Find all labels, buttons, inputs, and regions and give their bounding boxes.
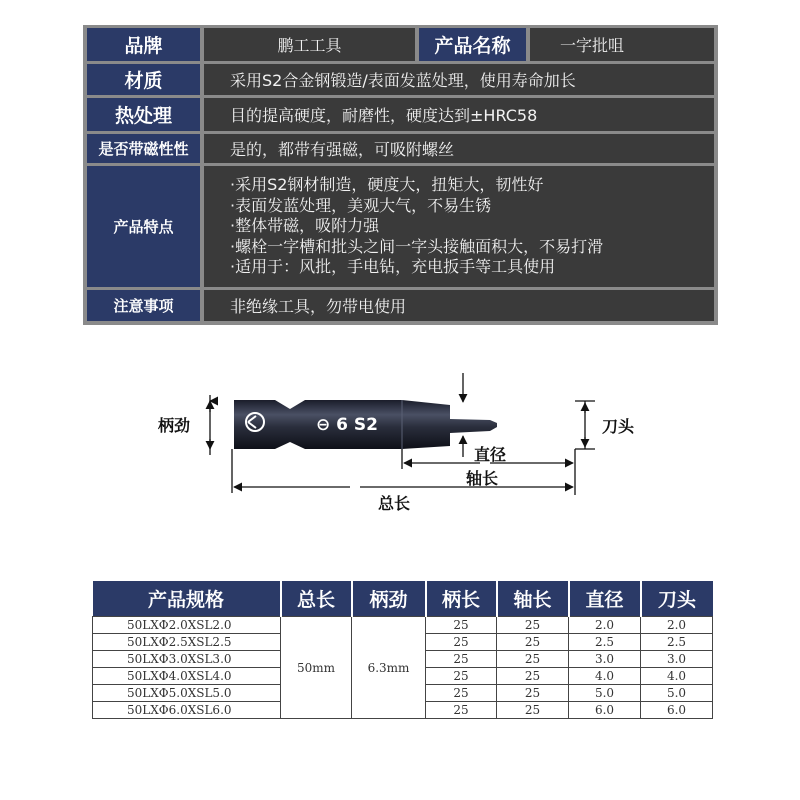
screwdriver-bit-image (234, 400, 497, 449)
heat-treatment-label: 热处理 (87, 98, 200, 131)
table-row (93, 617, 713, 634)
shank-length-cell: 25 (426, 617, 497, 634)
shank-length-cell: 25 (426, 685, 497, 702)
axis-length-cell: 25 (497, 702, 569, 719)
spec-header-axis-length: 轴长 (497, 581, 569, 617)
total-length-cell: 50mm (281, 617, 352, 719)
diameter-cell: 4.0 (569, 668, 641, 685)
spec-header-shank: 柄劲 (352, 581, 426, 617)
brand-label: 品牌 (87, 28, 200, 61)
shank-length-cell: 25 (426, 702, 497, 719)
material-label: 材质 (87, 64, 200, 95)
magnetic-label: 是否带磁性性 (87, 134, 200, 163)
spec-header-model: 产品规格 (93, 581, 281, 617)
shank-length-cell: 25 (426, 651, 497, 668)
tip-cell: 6.0 (641, 702, 713, 719)
spec-header-diameter: 直径 (569, 581, 641, 617)
model-cell: 50LXΦ4.0XSL4.0 (93, 668, 281, 685)
product-info-table (83, 25, 718, 325)
diameter-cell: 3.0 (569, 651, 641, 668)
tip-cell: 5.0 (641, 685, 713, 702)
feature-item: ·适用于：风批，手电钻，充电扳手等工具使用 (230, 257, 556, 277)
shank-length-cell: 25 (426, 668, 497, 685)
shank-label: 柄劲 (158, 416, 191, 435)
info-row-material (87, 64, 714, 95)
tip-cell: 4.0 (641, 668, 713, 685)
magnetic-value: 是的，都带有强磁，可吸附螺丝 (204, 134, 714, 163)
product-name-value: 一字批咀 (530, 28, 714, 61)
tip-cell: 2.0 (641, 617, 713, 634)
diameter-cell: 2.0 (569, 617, 641, 634)
model-cell: 50LXΦ5.0XSL5.0 (93, 685, 281, 702)
bit-dimension-diagram (150, 365, 650, 515)
spec-header-row (93, 581, 713, 617)
diameter-cell: 6.0 (569, 702, 641, 719)
tip-cell: 2.5 (641, 634, 713, 651)
model-cell: 50LXΦ2.5XSL2.5 (93, 634, 281, 651)
diameter-cell: 2.5 (569, 634, 641, 651)
axis-length-cell: 25 (497, 668, 569, 685)
diameter-cell: 5.0 (569, 685, 641, 702)
feature-item: ·采用S2钢材制造，硬度大，扭矩大，韧性好 (230, 175, 544, 195)
feature-item: ·整体带磁，吸附力强 (230, 216, 380, 236)
product-name-label: 产品名称 (419, 28, 526, 61)
info-row-features (87, 166, 714, 287)
axis-length-label: 轴长 (466, 469, 499, 488)
material-value: 采用S2合金钢锻造/表面发蓝处理，使用寿命加长 (204, 64, 714, 95)
axis-length-cell: 25 (497, 634, 569, 651)
shank-length-cell: 25 (426, 634, 497, 651)
total-length-label: 总长 (378, 494, 411, 513)
info-row-magnetic (87, 134, 714, 163)
feature-item: ·表面发蓝处理，美观大气，不易生锈 (230, 195, 492, 215)
tip-cell: 3.0 (641, 651, 713, 668)
bit-marking: ⊖ 6 S2 (316, 415, 378, 435)
info-row-brand (87, 28, 714, 61)
axis-length-cell: 25 (497, 685, 569, 702)
heat-treatment-value: 目的提高硬度，耐磨性，硬度达到±HRC58 (204, 98, 714, 131)
notes-value: 非绝缘工具，勿带电使用 (204, 290, 714, 321)
tip-label: 刀头 (602, 417, 635, 436)
features-label: 产品特点 (87, 166, 200, 287)
spec-header-total-length: 总长 (281, 581, 352, 617)
info-row-notes (87, 290, 714, 321)
spec-header-tip: 刀头 (641, 581, 713, 617)
shank-cell: 6.3mm (352, 617, 426, 719)
feature-item: ·螺栓一字槽和批头之间一字头接触面积大，不易打滑 (230, 236, 604, 256)
info-row-heat-treatment (87, 98, 714, 131)
brand-value: 鹏工工具 (204, 28, 415, 61)
model-cell: 50LXΦ2.0XSL2.0 (93, 617, 281, 634)
axis-length-cell: 25 (497, 651, 569, 668)
features-list (204, 166, 714, 287)
tip-dimension (575, 401, 595, 449)
notes-label: 注意事项 (87, 290, 200, 321)
spec-table (92, 581, 713, 719)
spec-header-shank-length: 柄长 (426, 581, 497, 617)
model-cell: 50LXΦ3.0XSL3.0 (93, 651, 281, 668)
diameter-label: 直径 (474, 445, 507, 464)
axis-length-cell: 25 (497, 617, 569, 634)
model-cell: 50LXΦ6.0XSL6.0 (93, 702, 281, 719)
